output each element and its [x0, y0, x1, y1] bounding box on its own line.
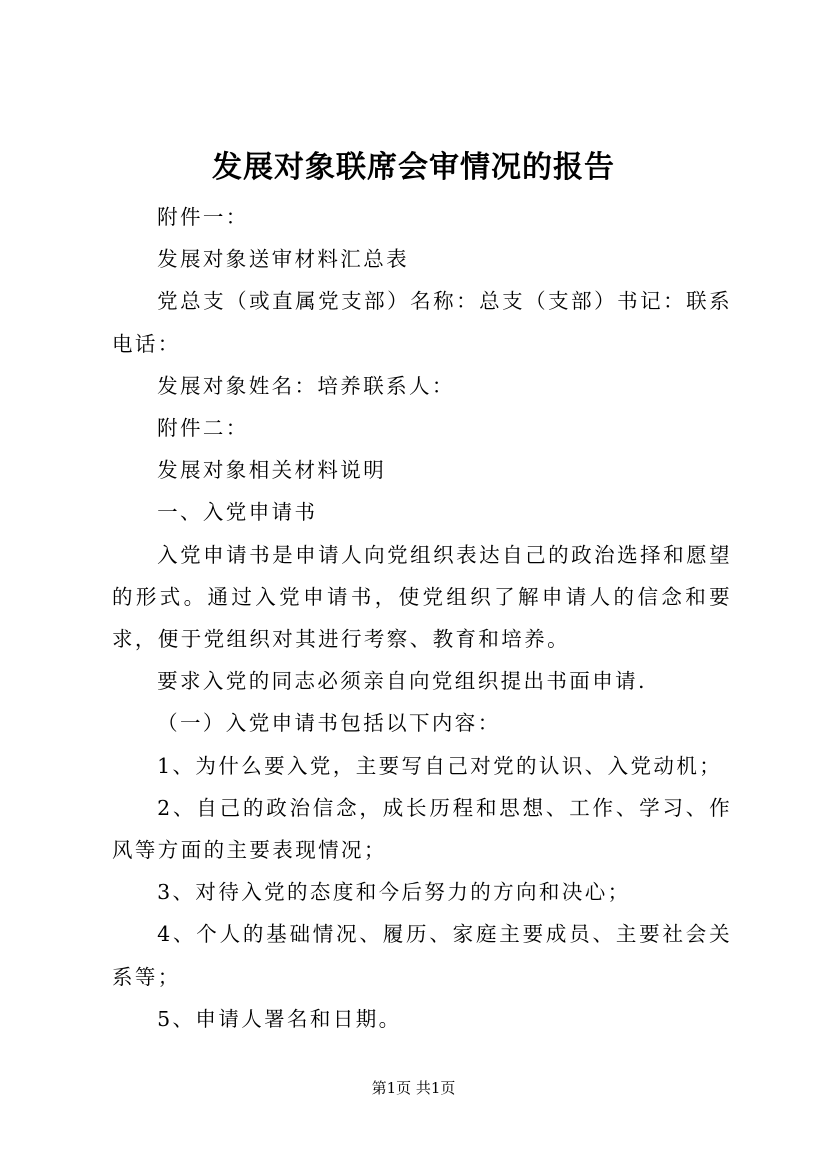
paragraph-attachment-two: 附件二： — [157, 416, 249, 441]
paragraph-item-4: 4、个人的基础情况、履历、家庭主要成员、主要社会关系等； — [112, 922, 732, 989]
paragraph-materials-note: 发展对象相关材料说明 — [157, 458, 387, 483]
paragraph-item-2: 2、自己的政治信念，成长历程和思想、工作、学习、作风等方面的主要表现情况； — [112, 795, 732, 863]
paragraph-candidate-info: 发展对象姓名：培养联系人： — [157, 373, 455, 398]
page-footer: 第1页 共1页 — [371, 1079, 456, 1097]
paragraph-item-1: 1、为什么要入党，主要写自己对党的认识、入党动机； — [157, 753, 723, 778]
paragraph-item-5: 5、申请人署名和日期。 — [157, 1006, 402, 1031]
paragraph-attachment-one: 附件一： — [157, 205, 249, 229]
paragraph-summary-table: 发展对象送审材料汇总表 — [157, 247, 409, 272]
paragraph-item-3: 3、对待入党的态度和今后努力的方向和决心； — [157, 880, 631, 905]
paragraph-application-description: 入党申请书是申请人向党组织表达自己的政治选择和愿望的形式。通过入党申请书，使党组织了解申请人的信念和要求，便于党组织对其进行考察、教育和培养。 — [112, 542, 732, 652]
paragraph-written-application: 要求入党的同志必须亲自向党组织提出书面申请. — [157, 669, 647, 694]
paragraph-branch-info: 党总支（或直属党支部）名称：总支（支部）书记：联系电话： — [112, 289, 732, 356]
paragraph-section-one-heading: 一、入党申请书 — [157, 500, 318, 525]
document-title: 发展对象联席会审情况的报告 — [212, 150, 615, 185]
paragraph-contents-heading: （一）入党申请书包括以下内容： — [157, 711, 501, 736]
document-body — [112, 196, 732, 1040]
